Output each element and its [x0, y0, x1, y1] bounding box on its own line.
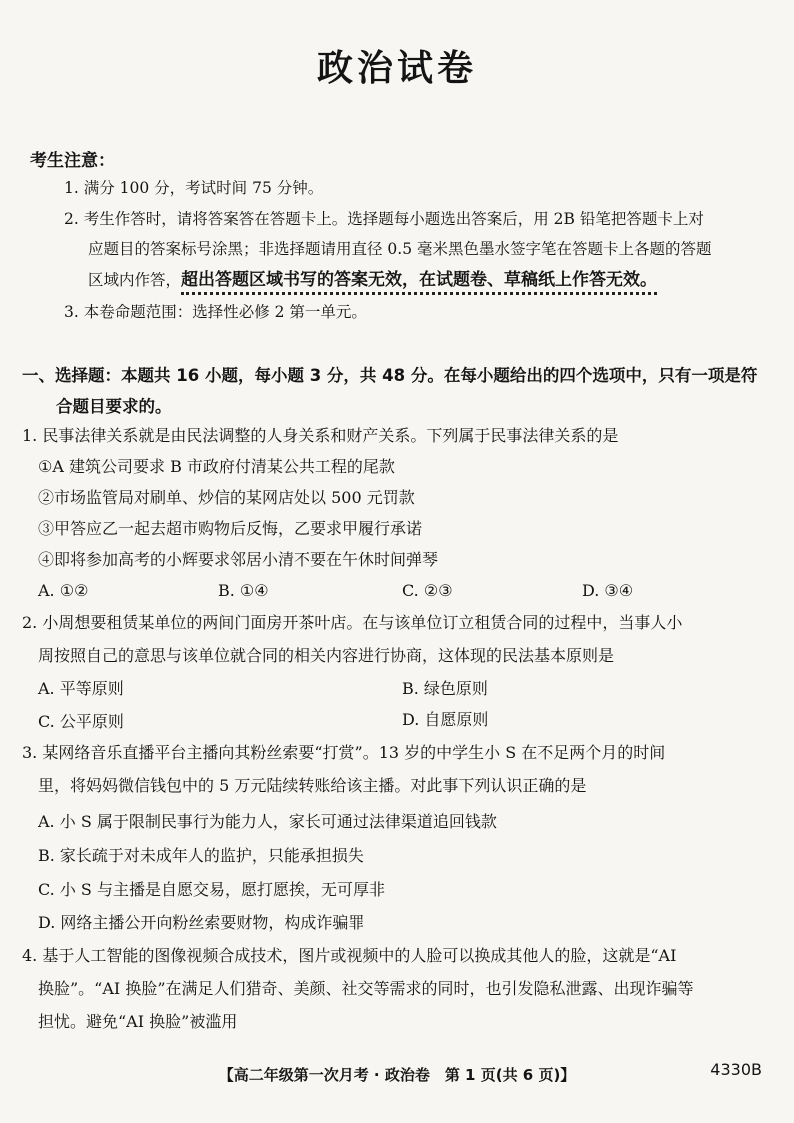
question-3-option-c: C. 小 S 与主播是自愿交易，愿打愿挨，无可厚非: [38, 880, 385, 899]
question-3-option-d: D. 网络主播公开向粉丝索要财物，构成诈骗罪: [38, 913, 365, 932]
section-heading-line-1: 一、选择题：本题共 16 小题，每小题 3 分，共 48 分。在每小题给出的四个选项中，只有一项是符: [22, 366, 758, 385]
notice-emphasis: 超出答题区域书写的答案无效，在试题卷、草稿纸上作答无效。: [181, 270, 657, 295]
notice-item-2-line-3: [88, 270, 657, 290]
question-1-option-d: D. ③④: [582, 581, 634, 600]
question-1-stem: 1. 民事法律关系就是由民法调整的人身关系和财产关系。下列属于民事法律关系的是: [22, 426, 619, 445]
question-4-stem-line-2: 换脸”。“AI 换脸”在满足人们猎奇、美颜、社交等需求的同时，也引发隐私泄露、出现诈骗等: [38, 979, 694, 998]
notice-heading: 考生注意：: [30, 151, 115, 171]
notice-item-2-line-3-prefix: 区域内作答，: [88, 271, 182, 289]
question-4-stem-line-3: 担忧。避免“AI 换脸”被滥用: [38, 1012, 238, 1031]
question-1-option-a: A. ①②: [38, 581, 89, 600]
question-1-option-b: B. ①④: [218, 581, 269, 600]
question-2-stem-line-2: 周按照自己的意思与该单位就合同的相关内容进行协商，这体现的民法基本原则是: [38, 646, 615, 665]
page-footer: 【高二年级第一次月考 · 政治卷 第 1 页(共 6 页)】: [218, 1066, 576, 1084]
notice-item-2-line-2: 应题目的答案标号涂黑；非选择题请用直径 0.5 毫米黑色墨水签字笔在答题卡上各题的答题: [88, 240, 712, 258]
notice-item-3: 3. 本卷命题范围：选择性必修 2 第一单元。: [64, 303, 367, 321]
page-title: 政治试卷: [316, 48, 477, 89]
question-3-option-a: A. 小 S 属于限制民事行为能力人，家长可通过法律渠道追回钱款: [38, 812, 497, 831]
question-2-option-b: B. 绿色原则: [402, 679, 488, 698]
question-1-option-c: C. ②③: [402, 581, 453, 600]
question-2-option-d: D. 自愿原则: [402, 710, 489, 729]
question-1-statement-2: ②市场监管局对刷单、炒信的某网店处以 500 元罚款: [38, 488, 415, 507]
question-1-statement-1: ①A 建筑公司要求 B 市政府付清某公共工程的尾款: [38, 457, 395, 476]
section-heading-line-2: 合题目要求的。: [56, 397, 172, 416]
question-2-option-a: A. 平等原则: [38, 679, 124, 698]
question-1-statement-3: ③甲答应乙一起去超市购物后反悔，乙要求甲履行承诺: [38, 519, 423, 538]
notice-item-1: 1. 满分 100 分，考试时间 75 分钟。: [64, 179, 324, 197]
question-4-stem-line-1: 4. 基于人工智能的图像视频合成技术，图片或视频中的人脸可以换成其他人的脸，这就是“AI: [22, 946, 677, 965]
notice-item-2-line-1: 2. 考生作答时，请将答案答在答题卡上。选择题每小题选出答案后，用 2B 铅笔把答题卡上对: [64, 210, 704, 228]
question-3-stem-line-2: 里，将妈妈微信钱包中的 5 万元陆续转账给该主播。对此事下列认识正确的是: [38, 776, 587, 795]
exam-code: 4330B: [710, 1060, 762, 1079]
question-2-stem-line-1: 2. 小周想要租赁某单位的两间门面房开茶叶店。在与该单位订立租赁合同的过程中，当事人小: [22, 613, 683, 632]
question-3-stem-line-1: 3. 某网络音乐直播平台主播向其粉丝索要“打赏”。13 岁的中学生小 S 在不足两个月的时间: [22, 743, 666, 762]
question-1-statement-4: ④即将参加高考的小辉要求邻居小清不要在午休时间弹琴: [38, 550, 439, 569]
question-2-option-c: C. 公平原则: [38, 712, 124, 731]
question-3-option-b: B. 家长疏于对未成年人的监护，只能承担损失: [38, 846, 364, 865]
